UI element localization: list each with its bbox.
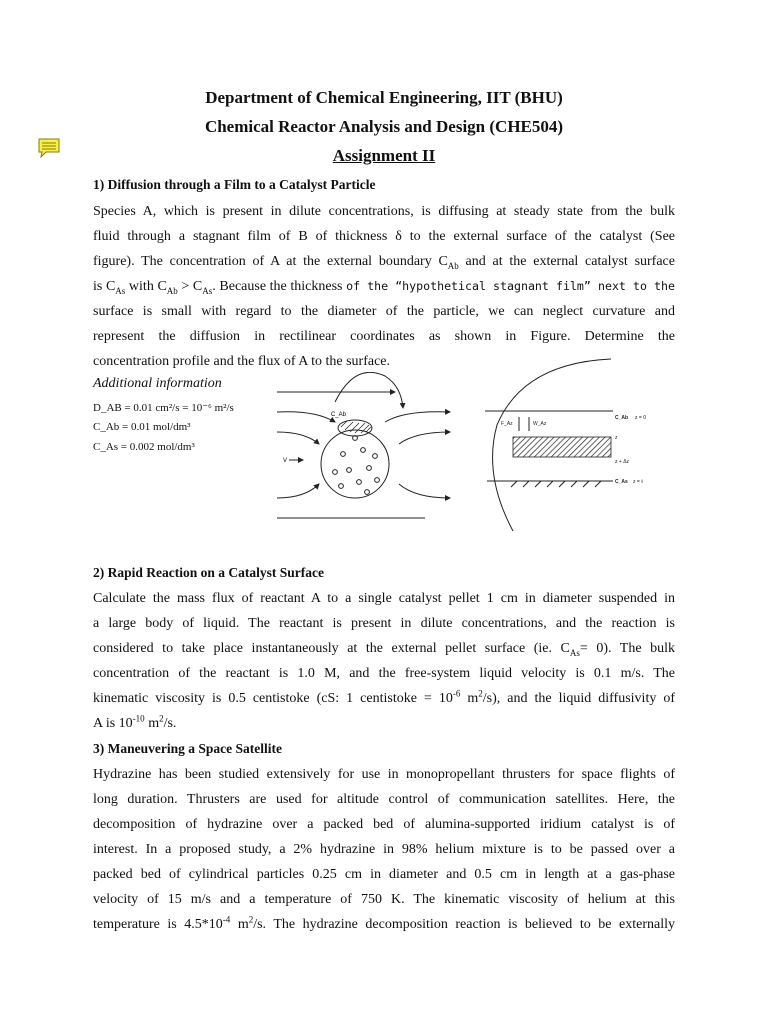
q2-title: 2) Rapid Reaction on a Catalyst Surface [93, 565, 324, 580]
text: > C [177, 279, 203, 294]
label-faz: F_Az [501, 421, 513, 427]
info-dab: D_AB = 0.01 cm²/s = 10⁻⁶ m²/s [93, 402, 234, 414]
department-heading: Department of Chemical Engineering, IIT (BHU) [205, 88, 563, 107]
label-zdz: z + Δz [615, 459, 630, 465]
text: m [230, 917, 249, 932]
q1-line: fluid through a stagnant film of B of thickness δ to the external surface of the catalyst (See [93, 229, 675, 244]
subscript: Ab [166, 285, 178, 296]
q3-line [93, 912, 675, 937]
q3-paragraph [93, 762, 675, 937]
q3-line: long duration. Thrusters are used for altitude control of communication satellites. Here, the [93, 792, 675, 807]
label-cab: C_Ab [331, 412, 347, 418]
q2-line [93, 711, 675, 736]
superscript: -4 [222, 914, 231, 925]
q3-title: 3) Maneuvering a Space Satellite [93, 741, 282, 756]
q1-line: Species A, which is present in dilute concentrations, is diffusing at steady state from the bulk [93, 204, 675, 219]
q2-line [93, 686, 675, 711]
q3-line: Hydrazine has been studied extensively for use in monopropellant thrusters for space flights of [93, 767, 675, 782]
superscript: -10 [132, 713, 145, 724]
label-zl: z = ℓ [633, 479, 643, 485]
superscript: 2 [248, 914, 254, 925]
label-waz: W_Az [533, 421, 547, 427]
subscript: As [569, 647, 580, 658]
label-z: z [615, 435, 618, 441]
subscript: As [115, 285, 126, 296]
subscript: Ab [447, 260, 459, 271]
q3-line: velocity of 15 m/s and a temperature of 750 K. The kinematic viscosity of helium at this [93, 892, 675, 907]
text: /s. [163, 716, 177, 731]
text: A is 10 [93, 716, 133, 731]
text: /s. The hydrazine decomposition reaction is believed to be externally [253, 917, 676, 932]
superscript: 2 [478, 688, 483, 699]
text: considered to take place instantaneously at the external pellet surface (ie. C [93, 641, 570, 656]
q2-paragraph [93, 586, 675, 736]
q2-line [93, 636, 675, 661]
text: with C [125, 279, 167, 294]
q1-line: represent the diffusion in rectilinear coordinates as shown in Figure. Determine the [93, 329, 675, 344]
superscript: 2 [159, 713, 164, 724]
q3-line: decomposition of hydrazine over a packed bed of alumina-supported iridium catalyst is of [93, 817, 675, 832]
text: and at the external catalyst surface [458, 254, 675, 269]
assignment-title: Assignment II [332, 146, 436, 165]
q2-line: a large body of liquid. The reactant is present in dilute concentrations, and the reaction is [93, 616, 675, 631]
q2-line: concentration of the reactant is 1.0 M, and the free-system liquid velocity is 0.1 m/s. The [93, 666, 675, 681]
text: = 0). The bulk [579, 641, 675, 656]
q1-line [93, 249, 675, 274]
text: figure). The concentration of A at the external boundary C [93, 254, 448, 269]
q3-line: interest. In a proposed study, a 2% hydrazine in 98% helium mixture is to be passed over a [93, 842, 675, 857]
q1-line: surface is small with regard to the diameter of the particle, we can neglect curvature and [93, 304, 675, 319]
info-cas: C_As = 0.002 mol/dm³ [93, 441, 195, 453]
text: m [460, 691, 479, 706]
text: /s), and the liquid diffusivity of [482, 691, 676, 706]
text: is C [93, 279, 116, 294]
q3-line: packed bed of cylindrical particles 0.25 cm in diameter and 0.5 cm in length at a gas-phase [93, 867, 675, 882]
stagnant-film-figure [483, 355, 673, 539]
catalyst-particle-figure [275, 372, 453, 530]
course-heading: Chemical Reactor Analysis and Design (CHE504) [204, 117, 564, 136]
text: m [144, 716, 160, 731]
q1-paragraph [93, 199, 675, 374]
q1-line [93, 274, 675, 299]
q1-title: 1) Diffusion through a Film to a Catalyst Particle [93, 177, 376, 192]
label-z0: z = 0 [635, 415, 646, 421]
additional-info-heading: Additional information [93, 376, 222, 391]
label-cas-right: C_As [615, 479, 628, 485]
text: . Because the thickness [212, 279, 347, 294]
q2-line: Calculate the mass flux of reactant A to a single catalyst pellet 1 cm in diameter suspended in [93, 591, 675, 606]
text: temperature is 4.5*10 [93, 917, 223, 932]
subscript: As [202, 285, 213, 296]
q1-line: concentration profile and the flux of A to the surface. [93, 354, 391, 369]
superscript: -6 [452, 688, 461, 699]
text: of the “hypothetical stagnant film” next to the [346, 279, 675, 293]
text: kinematic viscosity is 0.5 centistoke (cS: 1 centistoke = 10 [93, 691, 453, 706]
label-v: V [283, 458, 288, 464]
label-cab-right: C_Ab [615, 415, 629, 421]
info-cab: C_Ab = 0.01 mol/dm³ [93, 421, 191, 433]
